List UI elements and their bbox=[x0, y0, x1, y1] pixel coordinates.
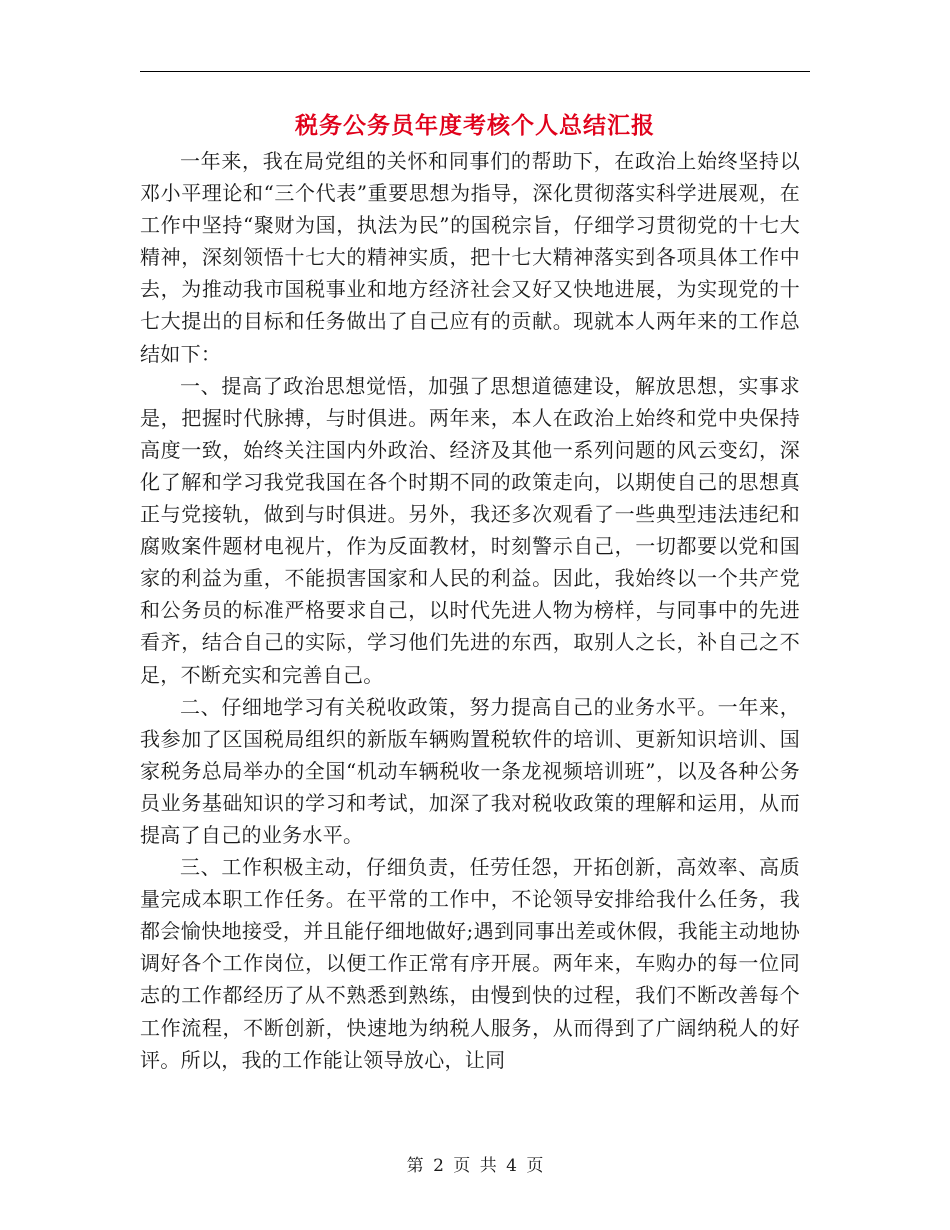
paragraph-section-3: 三、工作积极主动，仔细负责，任劳任怨，开拓创新，高效率、高质量完成本职工作任务。在平常的工作中，不论领导安排给我什么任务，我都会愉快地接受，并且能仔细地做好;遇到同事出差或休假，我能主动地协调好各个工作岗位，以便工作正常有序开展。两年来，车购办的每一位同志的工作都经历了从不熟悉到熟练，由慢到快的过程，我们不断改善每个工作流程，不断创新，快速地为纳税人服务，从而得到了广阔纳税人的好评。所以，我的工作能让领导放心，让同 bbox=[140, 855, 800, 1072]
header-rule bbox=[140, 71, 810, 72]
paragraph-intro: 一年来，我在局党组的关怀和同事们的帮助下，在政治上始终坚持以邓小平理论和“三个代表”重要思想为指导，深化贯彻落实科学进展观，在工作中坚持“聚财为国，执法为民”的国税宗旨，仔细学习贯彻党的十七大精神，深刻领悟十七大的精神实质，把十七大精神落实到各项具体工作中去，为推动我市国税事业和地方经济社会又好又快地进展，为实现党的十七大提出的目标和任务做出了自己应有的贡献。现就本人两年来的工作总结如下： bbox=[140, 149, 800, 366]
paragraph-section-1: 一、提高了政治思想觉悟，加强了思想道德建设，解放思想，实事求是，把握时代脉搏，与时俱进。两年来，本人在政治上始终和党中央保持高度一致，始终关注国内外政治、经济及其他一系列问题的风云变幻，深化了解和学习我党我国在各个时期不同的政策走向，以期使自己的思想真正与党接轨，做到与时俱进。另外，我还多次观看了一些典型违法违纪和腐败案件题材电视片，作为反面教材，时刻警示自己，一切都要以党和国家的利益为重，不能损害国家和人民的利益。因此，我始终以一个共产党和公务员的标准严格要求自己，以时代先进人物为榜样，与同事中的先进看齐，结合自己的实际，学习他们先进的东西，取别人之长，补自己之不足，不断充实和完善自己。 bbox=[140, 373, 800, 687]
page-number-footer: 第 2 页 共 4 页 bbox=[406, 1156, 544, 1176]
document-title: 税务公务员年度考核个人总结汇报 bbox=[295, 113, 655, 139]
paragraph-section-2: 二、仔细地学习有关税收政策，努力提高自己的业务水平。一年来，我参加了区国税局组织的新版车辆购置税软件的培训、更新知识培训、国家税务总局举办的全国“机动车辆税收一条龙视频培训班”，以及各种公务员业务基础知识的学习和考试，加深了我对税收政策的理解和运用，从而提高了自己的业务水平。 bbox=[140, 694, 800, 847]
document-body bbox=[140, 145, 800, 1076]
